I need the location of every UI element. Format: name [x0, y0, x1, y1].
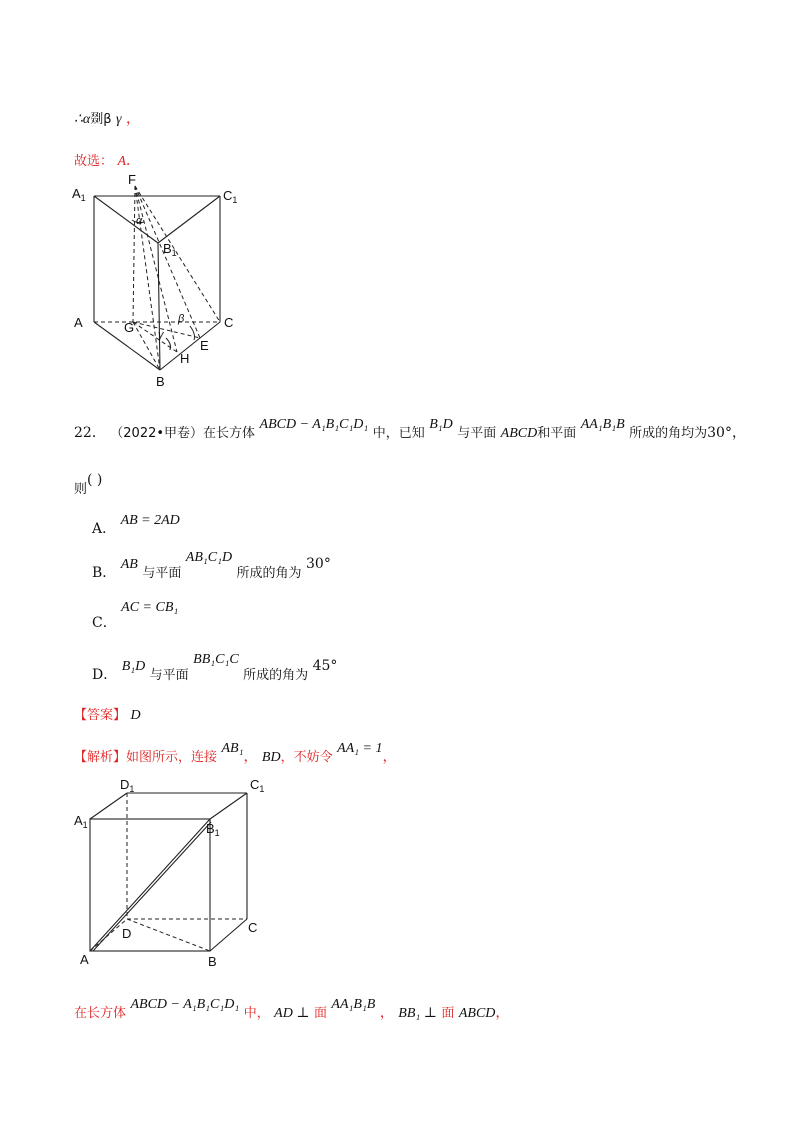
question-formula-1: ABCD − A₁B₁C₁D₁: [259, 417, 369, 432]
question-formula-2: B₁D: [429, 417, 453, 432]
question-then: [74, 472, 103, 497]
last-text-1: 在长方体: [74, 1006, 127, 1021]
analysis-formula-2: BD: [261, 750, 281, 765]
option-c-letter: C．: [92, 615, 117, 631]
label-a1: $A_1$: [74, 813, 88, 830]
choose-line: [74, 150, 140, 170]
line-g-b: [133, 322, 160, 370]
option-d-letter: D．: [92, 667, 118, 683]
choose-choice: A: [117, 154, 127, 169]
question-number: 22．: [74, 425, 106, 441]
last-formula-5: ABCD: [458, 1006, 496, 1021]
line-a-b1: [90, 819, 210, 951]
last-formula-4: BB₁ ⊥: [398, 1006, 437, 1021]
option-b-text-1: 与平面: [142, 566, 182, 581]
analysis-formula-1: AB₁: [221, 741, 244, 756]
label-g: G: [124, 320, 135, 335]
figure-cuboid: [70, 775, 270, 975]
last-text-5: 面: [441, 1006, 455, 1021]
label-d1: $D_1$: [120, 777, 135, 794]
option-c-formula: AC = CB₁: [121, 600, 179, 615]
answer-line: [74, 704, 141, 724]
label-b: B: [156, 374, 165, 389]
last-text-4: ，: [379, 1005, 394, 1021]
figure-prism: [60, 170, 260, 395]
choose-label: 故选：: [74, 154, 114, 169]
question-text-5: 所成的角均为: [629, 426, 708, 441]
question-text-1: 在长方体: [203, 426, 256, 441]
conclusion-punct: ，: [126, 111, 140, 127]
edge-b-c: [210, 919, 247, 951]
option-d-formula-1: B₁D: [121, 659, 146, 674]
question-formula-4: AA₁B₁B: [580, 417, 625, 432]
edge-c1-b1: [158, 196, 220, 243]
label-b1: $B_1$: [206, 821, 220, 838]
option-d-text-1: 与平面: [149, 668, 189, 683]
question-source: （2022•甲卷）: [110, 426, 204, 441]
label-a1: $A_1$: [72, 186, 86, 203]
option-d-formula-2: BB₁C₁C: [193, 652, 239, 667]
option-b[interactable]: [92, 550, 331, 582]
line-f-b: [135, 186, 160, 370]
option-d-text-2: 所成的角为: [243, 668, 309, 683]
label-c: C: [248, 920, 258, 935]
analysis-text-1: 如图所示，连接: [126, 750, 218, 765]
question-text-3: 与平面: [457, 426, 497, 441]
analysis-text-3: ，不妨令: [280, 750, 333, 765]
conclusion-chars: 剟β: [90, 112, 112, 127]
last-text-6: ，: [495, 1005, 510, 1021]
question-then-text: 则: [74, 482, 88, 497]
line-f-c: [135, 186, 220, 322]
question-formula-5: 30°: [707, 425, 732, 441]
conclusion-line: [74, 108, 140, 128]
question-text-6: ，: [731, 425, 746, 441]
question-text-2: 中，已知: [372, 426, 425, 441]
option-d-formula-3: 45°: [312, 658, 338, 674]
label-e: E: [200, 338, 209, 353]
label-a: A: [80, 952, 89, 967]
option-a-formula: AB = 2AD: [120, 513, 180, 528]
option-d[interactable]: [92, 652, 338, 684]
last-text-3: 面: [313, 1006, 327, 1021]
label-alpha: α: [136, 215, 143, 227]
arc-gamma: [166, 338, 171, 350]
arc-beta: [190, 326, 195, 340]
option-b-text-2: 所成的角为: [236, 566, 302, 581]
question-text-4: 和平面: [537, 426, 577, 441]
edge-a1-d1: [90, 793, 127, 819]
question-stem: [74, 417, 746, 442]
option-a[interactable]: [92, 513, 180, 538]
conclusion-gamma: γ: [116, 112, 122, 127]
edge-b1-c1: [210, 793, 247, 819]
edge-a1-b1: [94, 196, 158, 243]
analysis-line-2: [74, 997, 510, 1022]
label-h: H: [180, 351, 190, 366]
label-c: C: [224, 315, 234, 330]
label-c1: $C_1$: [250, 777, 265, 794]
last-text-2: 中，: [243, 1006, 270, 1021]
analysis-label: 【解析】: [74, 750, 127, 765]
label-f: F: [128, 172, 136, 187]
analysis-line: [74, 741, 397, 766]
line-a-b1-inner: [93, 822, 211, 951]
answer-value: D: [130, 708, 141, 723]
analysis-text-2: ，: [243, 749, 258, 765]
line-b-d: [127, 919, 210, 951]
line-g-e: [133, 322, 200, 338]
last-formula-1: ABCD − A₁B₁C₁D₁: [130, 997, 240, 1012]
option-b-letter: B．: [92, 565, 117, 581]
option-b-formula-1: AB: [120, 557, 138, 572]
label-d: D: [122, 926, 132, 941]
answer-label: 【答案】: [74, 708, 127, 723]
option-b-formula-3: 30°: [306, 556, 331, 572]
analysis-text-4: ，: [382, 749, 397, 765]
question-formula-3: ABCD: [500, 426, 538, 441]
edge-b1-b: [158, 243, 160, 370]
option-a-letter: A．: [92, 521, 117, 537]
option-c[interactable]: [92, 600, 179, 632]
analysis-formula-3: AA₁ = 1: [337, 741, 383, 756]
label-b: B: [208, 954, 217, 969]
option-b-formula-2: AB₁C₁D: [185, 550, 233, 565]
last-formula-2: AD ⊥: [274, 1006, 310, 1021]
label-a: A: [74, 315, 83, 330]
line-f-g: [133, 186, 135, 322]
last-formula-3: AA₁B₁B: [331, 997, 376, 1012]
label-c1: $C_1$: [223, 188, 238, 205]
label-beta: β: [178, 313, 185, 325]
question-paren: ( ): [87, 472, 103, 488]
conclusion-prefix: ∴α: [74, 112, 91, 127]
label-b1: $B_1$: [163, 241, 177, 258]
choose-punct: ．: [126, 153, 141, 169]
label-gamma: γ: [158, 329, 164, 341]
